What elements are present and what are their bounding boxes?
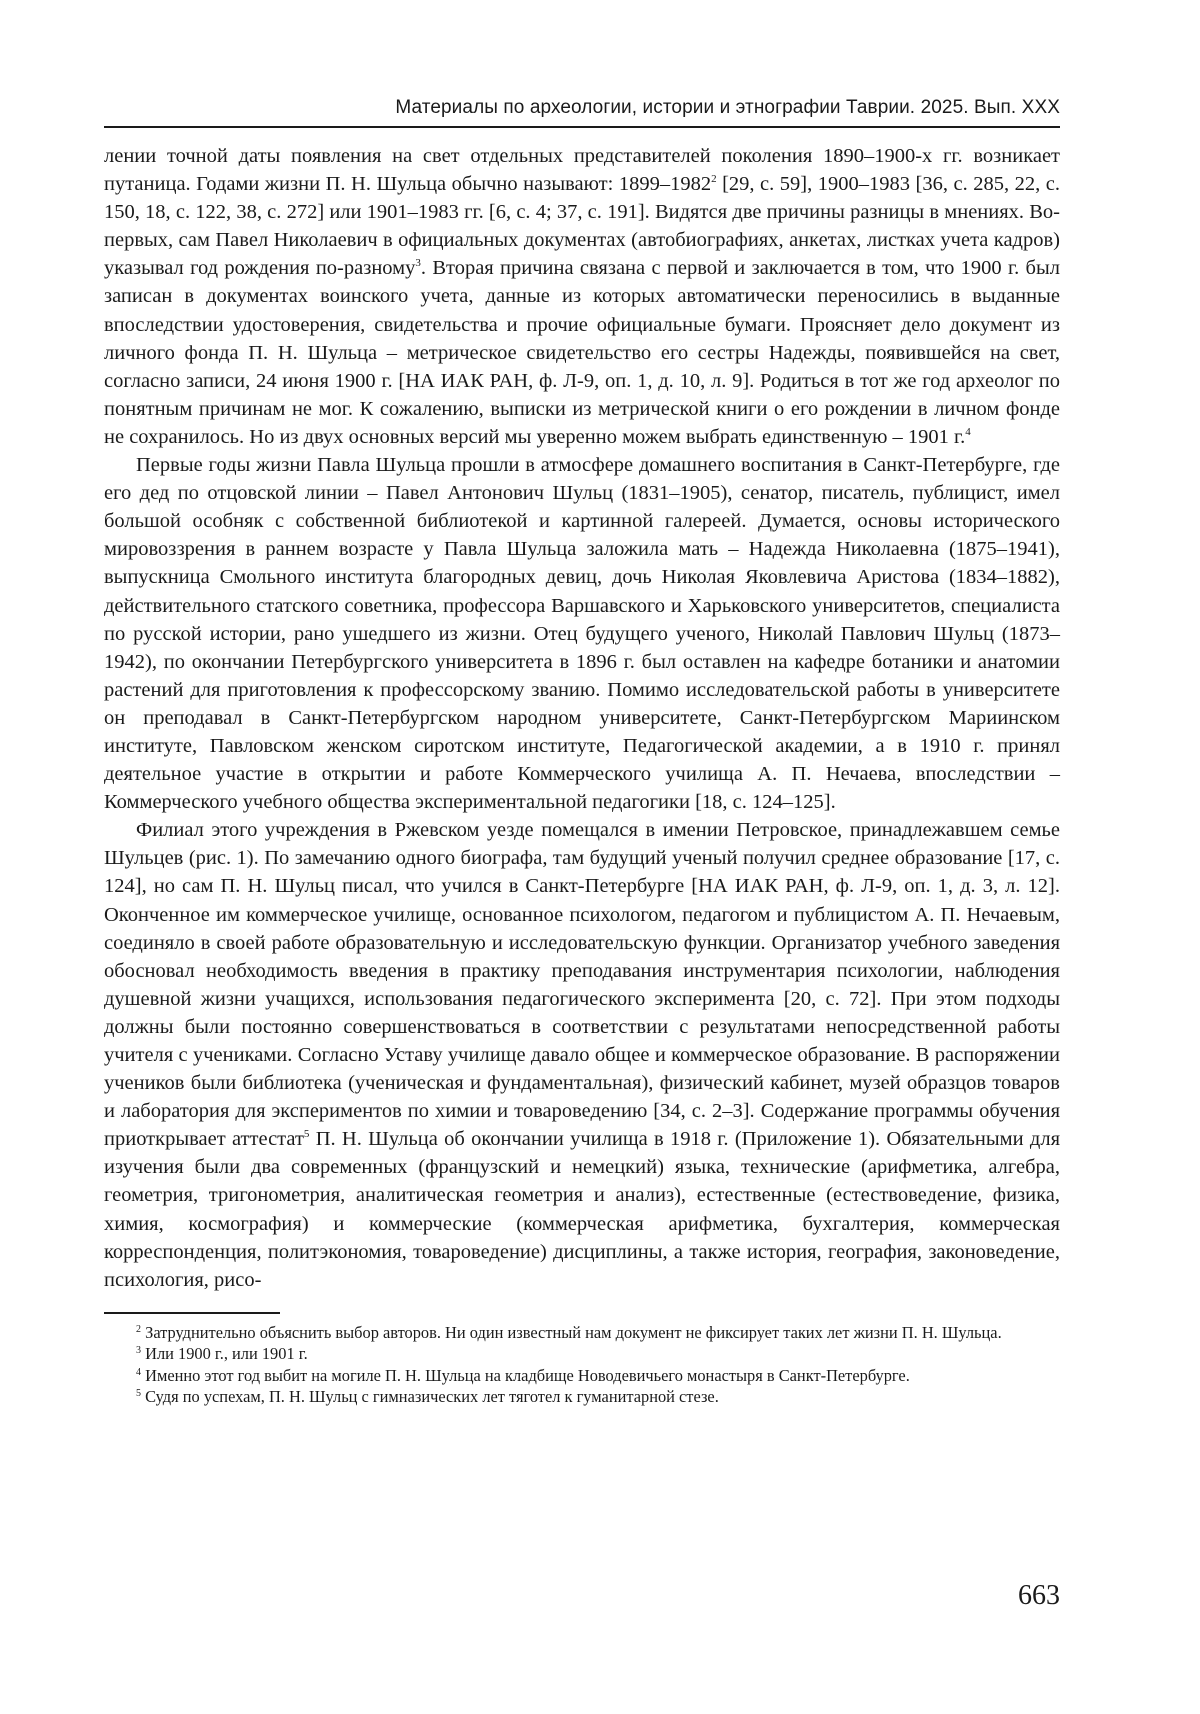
footnote-ref-4: 4 bbox=[965, 425, 971, 438]
paragraph-3 bbox=[104, 816, 1060, 1294]
body-text bbox=[104, 142, 1060, 1294]
footnote-text: Именно этот год выбит на могиле П. Н. Шульца на кладбище Новодевичьего монастыря в Санкт-Петербурге. bbox=[145, 1365, 910, 1385]
page-number: 663 bbox=[1018, 1580, 1060, 1611]
paragraph-1-text-c: . Вторая причина связана с первой и заключается в том, что 1900 г. был записан в документах воинского учета, данные из которых автоматически переносились в выданные впоследствии удостоверения, свидетельства и прочие официальные бумаги. Проясняет дело документ из личного фонда П. Н. Шульца – метрическое свидетельство его сестры Надежды, появившейся на свет, согласно записи, 24 июня 1900 г. [НА ИАК РАН, ф. Л-9, оп. 1, д. 10, л. 9]. Родиться в тот же год археолог по понятным причинам не мог. К сожалению, выписки из метрической книги о его рождении в личном фонде не сохранилось. Но из двух основных версий мы уверенно можем выбрать единственную – 1901 г. bbox=[104, 257, 1060, 448]
footnote-4 bbox=[104, 1365, 1060, 1387]
footnote-number: 3 bbox=[136, 1345, 141, 1357]
footnote-number: 5 bbox=[136, 1388, 141, 1400]
footnote-number: 4 bbox=[136, 1366, 141, 1378]
paragraph-1-text-b: [29, с. 59], 1900–1983 [36, с. 285, 22, с. 150, 18, с. 122, 38, с. 272] или 1901–1983 гг. [6, с. 4; 37, с. 191]. Видятся две причины разницы в мнениях. Во-первых, сам Павел Николаевич в официальных документах (автобиографиях, анкетах, листках учета кадров) указывал год рождения по-разному bbox=[104, 173, 1060, 280]
footnote-text: Судя по успехам, П. Н. Шульц с гимназических лет тяготел к гуманитарной стезе. bbox=[145, 1387, 719, 1407]
journal-page bbox=[104, 96, 1060, 1408]
footnote-ref-2: 2 bbox=[711, 173, 717, 186]
footnote-2 bbox=[104, 1322, 1060, 1344]
footnote-number: 2 bbox=[136, 1323, 141, 1335]
footnote-separator bbox=[104, 1312, 280, 1314]
footnote-ref-3: 3 bbox=[415, 257, 421, 270]
paragraph-2-text: Первые годы жизни Павла Шульца прошли в атмосфере домашнего воспитания в Санкт-Петербурге, где его дед по отцовской линии – Павел Антонович Шульц (1831–1905), сенатор, писатель, публицист, имел большой особняк с собственной библиотекой и картинной галереей. Думается, основы исторического мировоззрения в раннем возрасте у Павла Шульца заложила мать – Надежда Николаевна (1875–1941), выпускница Смольного института благородных девиц, дочь Николая Яковлевича Аристова (1834–1882), действительного статского советника, профессора Варшавского и Харьковского университетов, специалиста по русской истории, рано ушедшего из жизни. Отец будущего ученого, Николай Павлович Шульц (1873–1942), по окончании Петербургского университета в 1896 г. был оставлен на кафедре ботаники и анатомии растений для приготовления к профессорскому званию. Помимо исследовательской работы в университете он преподавал в Санкт-Петербургском народном университете, Санкт-Петербургском Мариинском институте, Павловском женском сиротском институте, Педагогической академии, а в 1910 г. принял деятельное участие в открытии и работе Коммерческого училища А. П. Нечаева, впоследствии – Коммерческого учебного общества экспериментальной педагогики [18, с. 124–125]. bbox=[104, 454, 1060, 814]
footnotes bbox=[104, 1322, 1060, 1408]
footnote-5 bbox=[104, 1386, 1060, 1408]
paragraph-3-text-b: П. Н. Шульца об окончании училища в 1918 г. (Приложение 1). Обязательными для изучения были два современных (французский и немецкий) языка, технические (арифметика, алгебра, геометрия, тригонометрия, аналитическая геометрия и анализ), естественные (естествоведение, физика, химия, космография) и коммерческие (коммерческая арифметика, бухгалтерия, коммерческая корреспонденция, политэкономия, товароведение) дисциплины, а также история, география, законоведение, психология, рисо- bbox=[104, 1128, 1060, 1291]
footnote-3 bbox=[104, 1343, 1060, 1365]
footnote-ref-5: 5 bbox=[303, 1128, 310, 1141]
paragraph-2 bbox=[104, 451, 1060, 816]
footnote-text: Или 1900 г., или 1901 г. bbox=[145, 1344, 308, 1364]
footnote-text: Затруднительно объяснить выбор авторов. Ни один известный нам документ не фиксирует таких лет жизни П. Н. Шульца. bbox=[145, 1322, 1002, 1342]
paragraph-3-text-a: Филиал этого учреждения в Ржевском уезде помещался в имении Петровское, принадлежавшем семье Шульцев (рис. 1). По замечанию одного биографа, там будущий ученый получил среднее образование [17, с. 124], но сам П. Н. Шульц писал, что учился в Санкт-Петербурге [НА ИАК РАН, ф. Л-9, оп. 1, д. 3, л. 12]. Оконченное им коммерческое училище, основанное психологом, педагогом и публицистом А. П. Нечаевым, соединяло в своей работе образовательную и исследовательскую функции. Организатор учебного заведения обосновал необходимость введения в практику преподавания инструментария психологии, наблюдения душевной жизни учащихся, использования педагогического эксперимента [20, с. 72]. При этом подходы должны были постоянно совершенствоваться в соответствии с результатами непосредственной работы учителя с учениками. Согласно Уставу училище давало общее и коммерческое образование. В распоряжении учеников были библиотека (ученическая и фундаментальная), физический кабинет, музей образцов товаров и лаборатория для экспериментов по химии и товароведению [34, с. 2–3]. Содержание программы обучения приоткрывает аттестат bbox=[104, 819, 1060, 1151]
running-head: Материалы по археологии, истории и этнографии Таврии. 2025. Вып. XXX bbox=[104, 96, 1060, 128]
paragraph-1-text-a: лении точной даты появления на свет отдельных представителей поколения 1890–1900-х гг. возникает путаница. Годами жизни П. Н. Шульца обычно называют: 1899–1982 bbox=[104, 145, 1060, 196]
paragraph-1 bbox=[104, 142, 1060, 451]
